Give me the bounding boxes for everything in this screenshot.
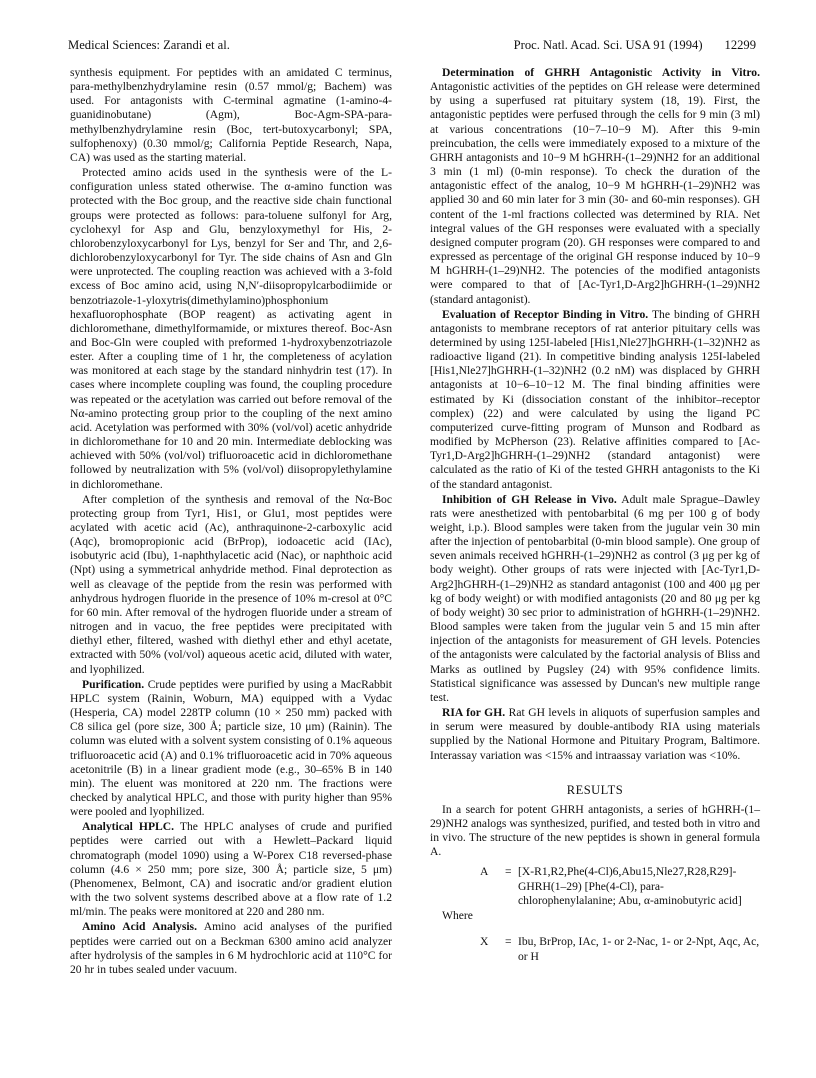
text-receptor-binding: The binding of GHRH antagonists to membrane receptors of rat anterior pituitary cells was determined by using 125I-labeled [His1,Nle27]hGHRH-(1–32)NH2 as radioactive ligand (21). In competitive binding analysis 125I-labeled [His1,Nle27]hGHRH-(1–32)NH2 (0.2 nM) was displaced by GHRH antagonists at 10−6–10−12 M. The final binding affinities were estimated by Ki (dissociation constant of the inhibitor–receptor complex) (22) and were calculated by using the ligand PC computerized curve-fitting program of Munson and Rodbard as modified by McPherson (23). Relative affinities compared to [Ac-Tyr1,D-Arg2]hGHRH-(1–29)NH2 (standard antagonist) were calculated as the ratio of Ki of the tested GHRH antagonists to the Ki of the standard antagonist. [430,307,760,491]
paragraph-results: In a search for potent GHRH antagonists, a series of hGHRH-(1–29)NH2 analogs was synthesized, purified, and tested both in vitro and in vivo. The structure of the new peptides is shown in general formula A. [430,802,760,859]
paragraph-ria [430,706,760,763]
heading-ria: RIA for GH. [442,706,506,720]
formula-equals: = [505,865,512,879]
text-ghrh-antagonistic: Antagonistic activities of the peptides on GH release were determined by using a superfused rat pituitary system (18, 19). First, the antagonistic peptides were perfused through the cells for 9 min (3 ml) at various concentrations (10−7–10−9 M). After this 9-min preincubation, the cells were immediately exposed to a mixture of the GHRH antagonists and 10−9 M hGHRH-(1–29)NH2 for an additional 3 min (1 ml) (0-min response). To check the duration of the antagonistic effect of the analog, 10−9 M hGHRH-(1–29)NH2 was applied 30 and 60 min later for 3 min (30- and 60-min responses). GH content of the 1-ml fractions collected was determined by RIA. Net integral values of the GH responses were evaluated with a specially designed computer program (20). GH responses were compared to and expressed as percentage of the original GH response induced by 10−9 M hGHRH-(1–29)NH2. The potencies of the modified antagonists were compared to that of [Ac-Tyr1,D-Arg2]hGHRH-(1–29)NH2 (standard antagonist). [430,80,760,306]
heading-amino-acid-analysis: Amino Acid Analysis. [82,920,197,934]
paragraph-purification [70,678,392,820]
formula-body: [X-R1,R2,Phe(4-Cl)6,Abu15,Nle27,R28,R29]-GHRH(1–29) [Phe(4-Cl), para-chlorophenylalanine; Abu, α-aminobutyric acid] [518,865,742,908]
paragraph-in-vivo [430,493,760,705]
text-in-vivo: Adult male Sprague–Dawley rats were anesthetized with pentobarbital (6 mg per 100 g of body weight, i.p.). Blood samples were taken from the jugular vein 30 min after the injection of pentobarbital (0-min blood sample). One group of seven animals received hGHRH-(1–29)NH2 as control (3 μg per kg of body weight). Other groups of rats were injected with [Ac-Tyr1,D-Arg2]hGHRH-(1–29)NH2 as standard antagonist (100 and 400 μg per kg of body weight) or with modified antagonists (20 and 80 μg per kg of body weight) 30 sec prior to administration of hGHRH-(1–29)NH2. Blood samples were taken from the jugular vein 5 and 15 min after injection of the antagonists for measurement of GH levels. Potencies of the antagonists were calculated by the factorial analysis of Bliss and Marks as outlined by Pugsley (24) with 95% confidence limits. Statistical significance was assessed by Duncan's new multiple range test. [430,492,760,704]
text-purification: Crude peptides were purified by using a MacRabbit HPLC system (Rainin, Woburn, MA) equipped with a Vydac (Hesperia, CA) model 228TP column (10 × 250 mm) packed with C8 silica gel (pore size, 300 Å; particle size, 10 μm) (Rainin). The column was eluted with a solvent system consisting of 0.1% aqueous trifluoroacetic acid (A) and 0.1% trifluoroacetic acid in 70% aqueous acetonitrile (B) in a linear gradient mode (e.g., 30–65% B in 140 min). The eluent was monitored at 220 nm. The fractions were checked by analytical HPLC, and those with purity higher than 95% were pooled and lyophilized. [70,677,392,819]
heading-in-vivo: Inhibition of GH Release in Vivo. [442,492,617,506]
paragraph-protected-amino-acids: Protected amino acids used in the synthesis were of the L-configuration unless stated otherwise. The α-amino function was protected with the Boc group, and the reactive side chain functional groups were protected as follows: para-toluene sulfonyl for Arg, cyclohexyl for Asp and Glu, benzyloxymethyl for His, 2-chlorobenzyloxycarbonyl for Lys, benzyl for Ser and Thr, and 2,6-dichlorobenzyloxycarbonyl for Tyr. The side chains of Asn and Gln were unprotected. The coupling reaction was achieved with a 3-fold excess of Boc amino acid, using N,N′-diisopropylcarbodiimide or benzotriazole-1-yloxytris(dimethylamino)phosphonium hexafluorophosphate (BOP reagent) as activating agent in dichloromethane, dimethylformamide, or mixtures thereof. Boc-Asn and Boc-Gln were coupled with preformed 1-hydroxybenzotriazole ester. After a coupling time of 1 hr, the completeness of acylation was monitored at each stage by the standard ninhydrin test (17). In cases where incomplete coupling was found, the coupling procedure was repeated or the acetylation was carried out before removal of the Nα-amino protecting group prior to the coupling of the next amino acid. Acetylation was performed with 30% (vol/vol) acetic anhydride in dichloromethane for 10 and 20 min. Intermediate deblocking was achieved with 50% (vol/vol) trifluoroacetic acid in dichloromethane followed by neutralization with 5% (vol/vol) diisopropylethylamine in dichloromethane. [70,166,392,491]
heading-purification: Purification. [82,677,145,691]
x-equals: = [505,935,512,949]
paragraph-receptor-binding [430,308,760,492]
page-number: 12299 [724,38,756,52]
x-definition [430,935,760,964]
general-formula [430,865,760,909]
where-label: Where [442,908,473,922]
running-header [68,38,756,56]
text-ria: Rat GH levels in aliquots of superfusion samples and in serum were measured by double-antibody RIA using materials supplied by the National Hormone and Pituitary Program, Baltimore. Interassay variation was <15% and intraassay variation was <10%. [430,706,760,762]
right-column [430,66,760,964]
journal-citation [514,38,756,53]
x-label: X [480,935,489,949]
left-column [70,66,392,977]
heading-analytical-hplc: Analytical HPLC. [82,820,175,834]
journal-section-author: Medical Sciences: Zarandi et al. [68,38,230,52]
paragraph-acylation: After completion of the synthesis and removal of the Nα-Boc protecting group from Tyr1, His1, or Glu1, most peptides were acylated with acetic acid (Ac), anthraquinone-2-carboxylic acid (Aqc), bromopropionic acid (BrProp), iodoacetic acid (IAc), isobutyric acid (Ibu), 1-naphthylacetic acid (Nac), or naphthoic acid (Npt) using a symmetrical anhydride method. Final deprotection as well as cleavage of the peptide from the resin was performed with anhydrous hydrogen fluoride in the presence of 10% m-cresol at 0°C for 60 min. After removal of the hydrogen fluoride under a stream of nitrogen and in vacuo, the free peptides were precipitated with diethyl ether, filtered, washed with diethyl ether and ethyl acetate, extracted with 50% (vol/vol) aqueous acetic acid, diluted with water, and lyophilized. [70,492,392,676]
heading-receptor-binding: Evaluation of Receptor Binding in Vitro. [442,307,649,321]
paragraph-analytical-hplc [70,820,392,919]
paragraph-resin: synthesis equipment. For peptides with an amidated C terminus, para-methylbenzhydrylamine resin (0.57 mmol/g; Bachem) was used. For antagonists with C-terminal agmatine (1-amino-4-guanidinobutane) (Agm), Boc-Agm-SPA-para-methylbenzhydrylamine resin (Boc, tert-butoxycarbonyl; SPA, sulfophenoxy) (0.30 mmol/g; California Peptide Research, Napa, CA) was used as the starting material. [70,66,392,164]
x-body: Ibu, BrProp, IAc, 1- or 2-Nac, 1- or 2-Npt, Aqc, Ac, or H [518,935,760,963]
text-analytical-hplc: The HPLC analyses of crude and purified peptides were carried out with a Hewlett–Packard liquid chromatograph (model 1090) using a W-Porex C18 reversed-phase column (4.6 × 250 mm; pore size, 300 Å; particle size, 5 μm) (Phenomenex, Belmont, CA) and isocratic and/or gradient elution with the two solvent systems described above at a flow rate of 1.2 ml/min. The peaks were monitored at 220 and 280 nm. [70,820,392,919]
formula-label: A [480,865,489,879]
heading-ghrh-antagonistic: Determination of GHRH Antagonistic Activity in Vitro. [442,66,760,79]
paragraph-ghrh-antagonistic [430,66,760,307]
paragraph-amino-acid-analysis [70,920,392,977]
text-amino-acid-analysis: Amino acid analyses of the purified peptides were carried out on a Beckman 6300 amino acid analyzer after hydrolysis of the samples in 6 M hydrochloric acid at 110°C for 20 hr in tubes sealed under vacuum. [70,920,392,976]
section-title-results: RESULTS [566,782,624,797]
journal-name: Proc. Natl. Acad. Sci. USA 91 (1994) [513,38,703,52]
